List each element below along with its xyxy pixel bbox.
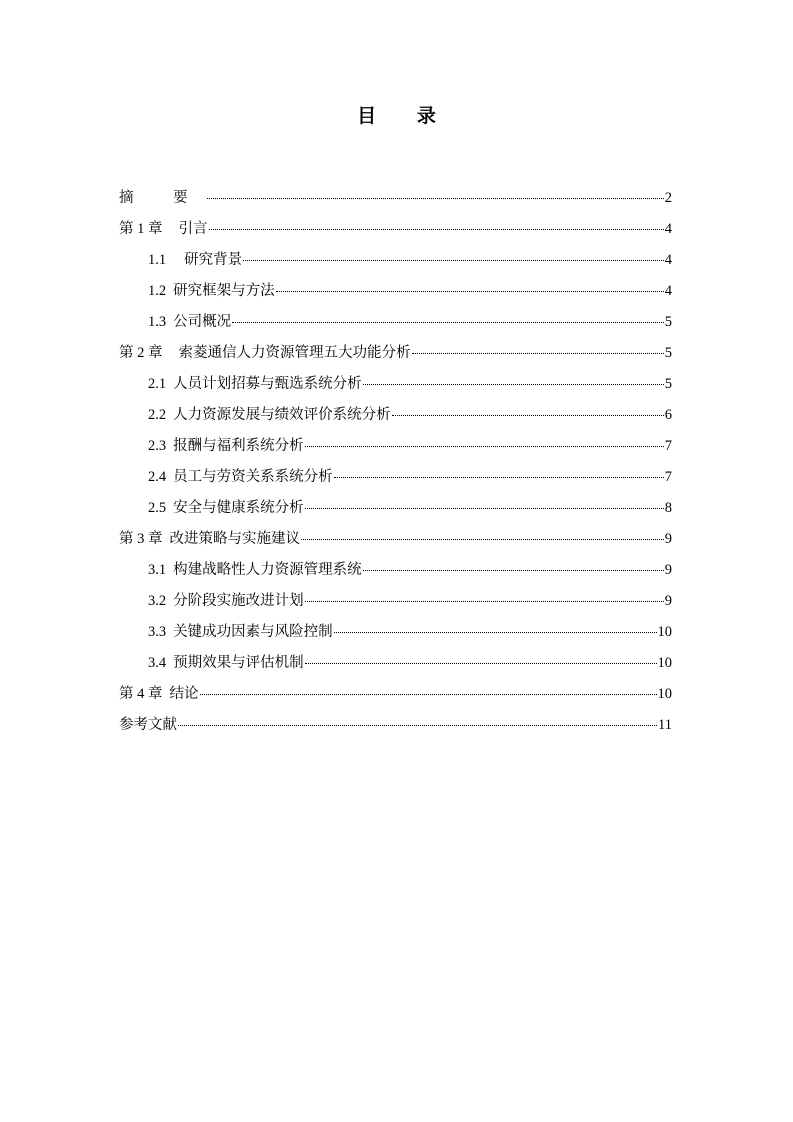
- toc-page-number: 5: [664, 314, 672, 330]
- toc-entry-section-2-1[interactable]: [119, 371, 672, 402]
- toc-entry-text: [148, 464, 333, 491]
- toc-entry-label: 报酬与福利系统分析: [173, 438, 304, 454]
- toc-entry-label: 人力资源发展与绩效评价系统分析: [173, 407, 391, 423]
- toc-page-number: 9: [664, 562, 672, 578]
- toc-dot-leader: [276, 291, 664, 292]
- toc-entry-text: [148, 309, 231, 336]
- toc-entry-text: [148, 247, 242, 274]
- toc-page-number: 9: [664, 593, 672, 609]
- toc-entry-label: 构建战略性人力资源管理系统: [173, 562, 362, 578]
- toc-dot-leader: [207, 198, 664, 199]
- toc-dot-leader: [301, 539, 664, 540]
- toc-entry-section-3-3[interactable]: [119, 619, 672, 650]
- toc-entry-label: 研究背景: [184, 252, 243, 268]
- toc-section-number: 2.1: [148, 376, 167, 392]
- toc-entry-label: 引言: [178, 221, 208, 237]
- toc-entry-section-2-4[interactable]: [119, 464, 672, 495]
- toc-entry-label: 关键成功因素与风险控制: [173, 624, 333, 640]
- toc-entry-section-2-5[interactable]: [119, 495, 672, 526]
- toc-dot-leader: [363, 570, 664, 571]
- toc-entry-text: [148, 588, 304, 615]
- toc-page-number: 10: [657, 624, 672, 640]
- toc-entry-text: [148, 371, 362, 398]
- table-of-contents: [119, 185, 672, 743]
- toc-entry-label: 研究框架与方法: [173, 283, 275, 299]
- toc-entry-label: 结论: [169, 686, 199, 702]
- toc-entry-chapter-4[interactable]: [119, 681, 672, 712]
- toc-section-number: 1.3: [148, 314, 167, 330]
- toc-section-number: 1.1: [148, 252, 167, 268]
- toc-entry-section-2-3[interactable]: [119, 433, 672, 464]
- toc-page-number: 11: [658, 717, 672, 733]
- toc-entry-chapter-2[interactable]: [119, 340, 672, 371]
- page-title: 目 录: [357, 106, 454, 127]
- toc-chapter-number: 第 2 章: [119, 345, 163, 361]
- toc-entry-text: [148, 619, 333, 646]
- toc-dot-leader: [363, 384, 664, 385]
- toc-entry-text: [119, 185, 206, 212]
- toc-section-number: 2.5: [148, 500, 167, 516]
- toc-page-number: 2: [664, 190, 672, 206]
- toc-entry-text: [119, 681, 199, 708]
- toc-dot-leader: [412, 353, 664, 354]
- toc-entry-text: [119, 340, 411, 367]
- toc-page-number: 8: [664, 500, 672, 516]
- toc-entry-chapter-1[interactable]: [119, 216, 672, 247]
- toc-page-number: 10: [657, 655, 672, 671]
- toc-section-number: 3.2: [148, 593, 167, 609]
- toc-page-number: 7: [664, 469, 672, 485]
- toc-dot-leader: [392, 415, 664, 416]
- toc-section-number: 2.2: [148, 407, 167, 423]
- toc-section-number: 2.4: [148, 469, 167, 485]
- toc-entry-references[interactable]: [119, 712, 672, 743]
- toc-entry-label: 参考文献: [119, 717, 177, 733]
- toc-dot-leader: [243, 260, 664, 261]
- toc-dot-leader: [178, 725, 657, 726]
- toc-entry-label: 分阶段实施改进计划: [173, 593, 304, 609]
- toc-entry-text: [119, 712, 177, 739]
- toc-section-number: 3.3: [148, 624, 167, 640]
- toc-entry-section-3-2[interactable]: [119, 588, 672, 619]
- toc-dot-leader: [305, 508, 664, 509]
- toc-dot-leader: [305, 663, 657, 664]
- toc-section-number: 2.3: [148, 438, 167, 454]
- toc-entry-text: [119, 526, 300, 553]
- toc-entry-label: 公司概况: [173, 314, 232, 330]
- toc-page-number: 10: [657, 686, 672, 702]
- toc-entry-label: 安全与健康系统分析: [173, 500, 304, 516]
- toc-entry-text: [148, 557, 362, 584]
- toc-section-number: 3.4: [148, 655, 167, 671]
- toc-chapter-number: 第 4 章: [119, 686, 163, 702]
- toc-entry-section-2-2[interactable]: [119, 402, 672, 433]
- toc-chapter-number: 第 3 章: [119, 531, 163, 547]
- toc-page-number: 4: [664, 221, 672, 237]
- toc-page-number: 9: [664, 531, 672, 547]
- toc-dot-leader: [305, 446, 664, 447]
- toc-dot-leader: [305, 601, 664, 602]
- toc-page-number: 5: [664, 345, 672, 361]
- toc-dot-leader: [232, 322, 664, 323]
- toc-entry-section-3-4[interactable]: [119, 650, 672, 681]
- toc-section-number: 1.2: [148, 283, 167, 299]
- toc-entry-text: [148, 433, 304, 460]
- toc-entry-label: 索菱通信人力资源管理五大功能分析: [178, 345, 411, 361]
- toc-entry-text: [119, 216, 208, 243]
- toc-dot-leader: [334, 632, 657, 633]
- toc-entry-text: [148, 278, 275, 305]
- toc-chapter-number: 第 1 章: [119, 221, 163, 237]
- toc-entry-label: 改进策略与实施建议: [169, 531, 300, 547]
- toc-entry-label: 人员计划招募与甄选系统分析: [173, 376, 362, 392]
- toc-page-number: 5: [664, 376, 672, 392]
- toc-page-number: 6: [664, 407, 672, 423]
- toc-entry-text: [148, 402, 391, 429]
- toc-section-number: 3.1: [148, 562, 167, 578]
- toc-entry-label: 预期效果与评估机制: [173, 655, 304, 671]
- toc-entry-label: 摘 要: [119, 190, 206, 206]
- toc-entry-section-1-3[interactable]: [119, 309, 672, 340]
- toc-page-number: 4: [664, 283, 672, 299]
- toc-entry-section-1-1[interactable]: [119, 247, 672, 278]
- toc-entry-chapter-3[interactable]: [119, 526, 672, 557]
- toc-dot-leader: [200, 694, 657, 695]
- toc-entry-text: [148, 650, 304, 677]
- toc-dot-leader: [334, 477, 664, 478]
- toc-entry-section-1-2[interactable]: [119, 278, 672, 309]
- toc-page-number: 4: [664, 252, 672, 268]
- toc-entry-label: 员工与劳资关系系统分析: [173, 469, 333, 485]
- toc-entry-section-3-1[interactable]: [119, 557, 672, 588]
- toc-dot-leader: [209, 229, 664, 230]
- toc-page-number: 7: [664, 438, 672, 454]
- toc-entry-abstract[interactable]: [119, 185, 672, 216]
- toc-entry-text: [148, 495, 304, 522]
